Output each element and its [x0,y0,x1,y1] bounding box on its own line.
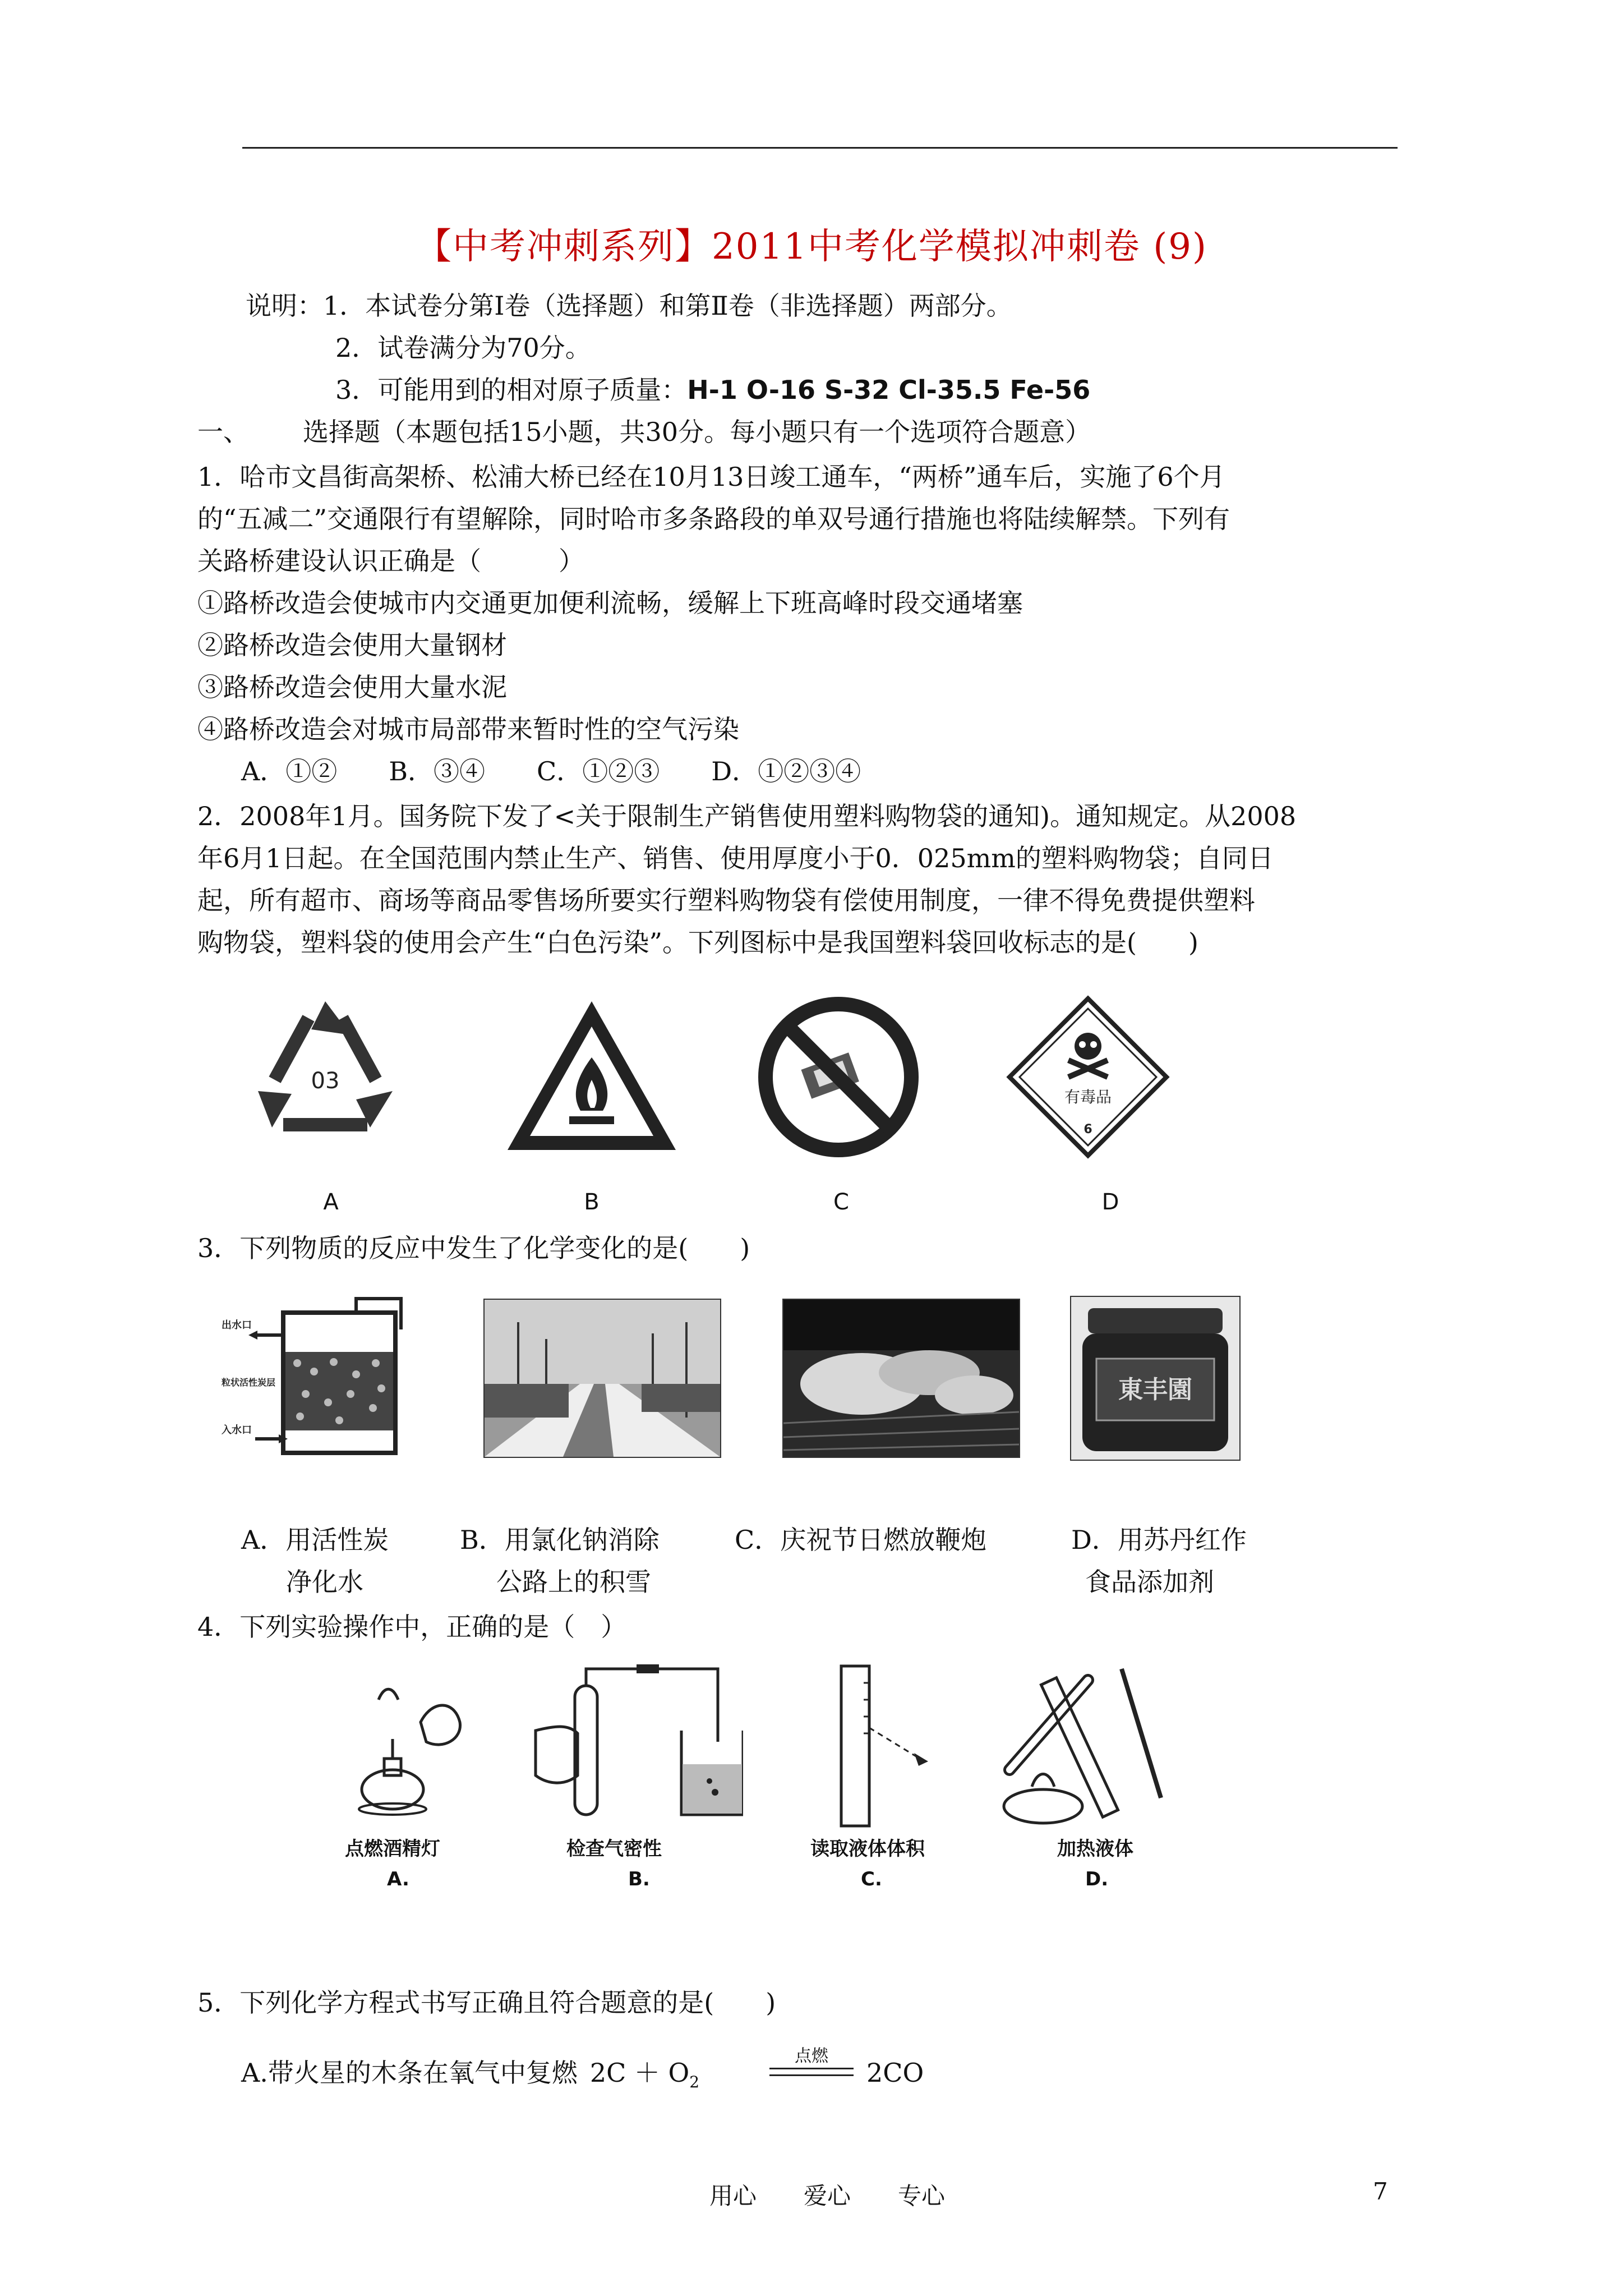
airtightness-check-figure [524,1663,743,1832]
footer-motto: 用心 爱心 专心 [709,2182,946,2210]
q2-label-d: D [1101,1189,1119,1215]
q4-caption-a: 点燃酒精灯 [345,1838,440,1860]
q2-label-a: A [323,1189,339,1215]
food-jar-photo [1070,1296,1241,1461]
q3-option-c-line-1: C．庆祝节日燃放鞭炮 [735,1525,987,1555]
note-1: 说明：1．本试卷分第Ⅰ卷（选择题）和第Ⅱ卷（非选择题）两部分。 [246,291,1012,321]
q1-statement-4: ④路桥改造会对城市局部带来暂时性的空气污染 [197,714,739,744]
heating-liquid-figure [976,1663,1178,1832]
equation-double-line-top [769,2068,854,2069]
flammable-warning-icon [502,996,681,1158]
q4-caption-c: 读取液体体积 [810,1838,925,1860]
q4-line-1: 4．下列实验操作中，正确的是（ ） [197,1612,627,1642]
equation-condition: 点燃 [795,2046,828,2066]
q1-line-3: 关路桥建设认识正确是（ ） [197,546,584,576]
q2-line-4: 购物袋，塑料袋的使用会产生“白色污染”。下列图标中是我国塑料袋回收标志的是( ) [197,927,1198,958]
q5-option-a [241,2056,699,2099]
q5-line-1: 5．下列化学方程式书写正确且符合题意的是( ) [197,1987,776,2018]
carbon-layer-label: 粒状活性炭层 [222,1377,276,1388]
jar-label: 東丰園 [1118,1375,1192,1404]
q1-statement-3: ③路桥改造会使用大量水泥 [197,672,507,702]
q1-options: A．①② B．③④ C．①②③ D．①②③④ [241,756,861,786]
lighting-alcohol-lamp-figure [348,1677,471,1829]
q3-option-b-line-1: B．用氯化钠消除 [460,1525,660,1555]
q2-line-2: 年6月1日起。在全国范围内禁止生产、销售、使用厚度小于0．025mm的塑料购物袋；自同日 [197,843,1274,873]
header-rule [242,147,1398,149]
toxic-class: 6 [1083,1122,1092,1137]
q3-option-d-line-2: 食品添加剂 [1085,1567,1214,1597]
recycle-number: 03 [311,1068,340,1094]
equation-double-line-bottom [769,2074,854,2076]
q2-line-1: 2．2008年1月。国务院下发了<关于限制生产销售使用塑料购物袋的通知)。通知规定。从2008 [197,801,1297,831]
q2-label-b: B [584,1189,600,1215]
q4-caption-d: 加热液体 [1057,1838,1133,1860]
q3-option-b-line-2: 公路上的积雪 [496,1567,651,1597]
q4-letter-c: C. [861,1868,882,1890]
q1-statement-2: ②路桥改造会使用大量钢材 [197,630,507,660]
q2-line-3: 起，所有超市、商场等商品零售场所要实行塑料购物袋有偿使用制度，一律不得免费提供塑料 [197,885,1255,915]
page-title: 【中考冲刺系列】2011中考化学模拟冲刺卷 (9) [416,226,1207,268]
firecrackers-photo [782,1299,1020,1458]
toxic-hazard-icon [1004,993,1172,1161]
page-number: 7 [1373,2178,1388,2205]
q4-letter-a: A. [387,1868,409,1890]
q4-letter-b: B. [628,1868,650,1890]
section-heading: 选择题（本题包括15小题，共30分。每小题只有一个选项符合题意） [303,417,1091,447]
recycling-symbol-icon [241,990,409,1158]
q4-caption-b: 检查气密性 [566,1838,662,1860]
equation-right: 2CO [866,2058,924,2088]
inlet-label: 入水口 [222,1424,252,1436]
q1-statement-1: ①路桥改造会使城市内交通更加便利流畅，缓解上下班高峰时段交通堵塞 [197,588,1023,618]
q2-label-c: C [833,1189,849,1215]
snowy-road-photo [483,1299,721,1458]
q3-option-d-line-1: D．用苏丹红作 [1071,1525,1247,1555]
note-2: 2．试卷满分为70分。 [335,333,591,363]
outlet-label: 出水口 [222,1319,252,1331]
q1-line-2: 的“五减二”交通限行有望解除，同时哈市多条路段的单双号通行措施也将陆续解禁。下列有 [197,504,1230,534]
toxic-label: 有毒品 [1064,1088,1112,1106]
atomic-masses: H-1 O-16 S-32 Cl-35.5 Fe-56 [687,375,1091,405]
reading-liquid-volume-figure [830,1660,942,1829]
note-3 [335,373,1090,407]
no-fire-prohibition-icon [754,993,923,1161]
q1-line-1: 1．哈市文昌街高架桥、松浦大桥已经在10月13日竣工通车，“两桥”通车后，实施了6个月 [197,462,1225,492]
q3-option-a-line-2: 净化水 [286,1567,363,1597]
q3-option-a-line-1: A．用活性炭 [241,1525,389,1555]
note-3-prefix: 3．可能用到的相对原子质量： [335,375,688,405]
equation-left: 2C ＋ O [589,2058,690,2088]
q3-line-1: 3．下列物质的反应中发生了化学变化的是( ) [197,1233,750,1263]
equation-subscript: 2 [689,2073,700,2092]
activated-carbon-filter-diagram [222,1296,412,1464]
q5-option-a-text: A.带火星的木条在氧气中复燃 [241,2058,578,2088]
q4-letter-d: D. [1085,1868,1109,1890]
section-number: 一、 [197,417,249,447]
